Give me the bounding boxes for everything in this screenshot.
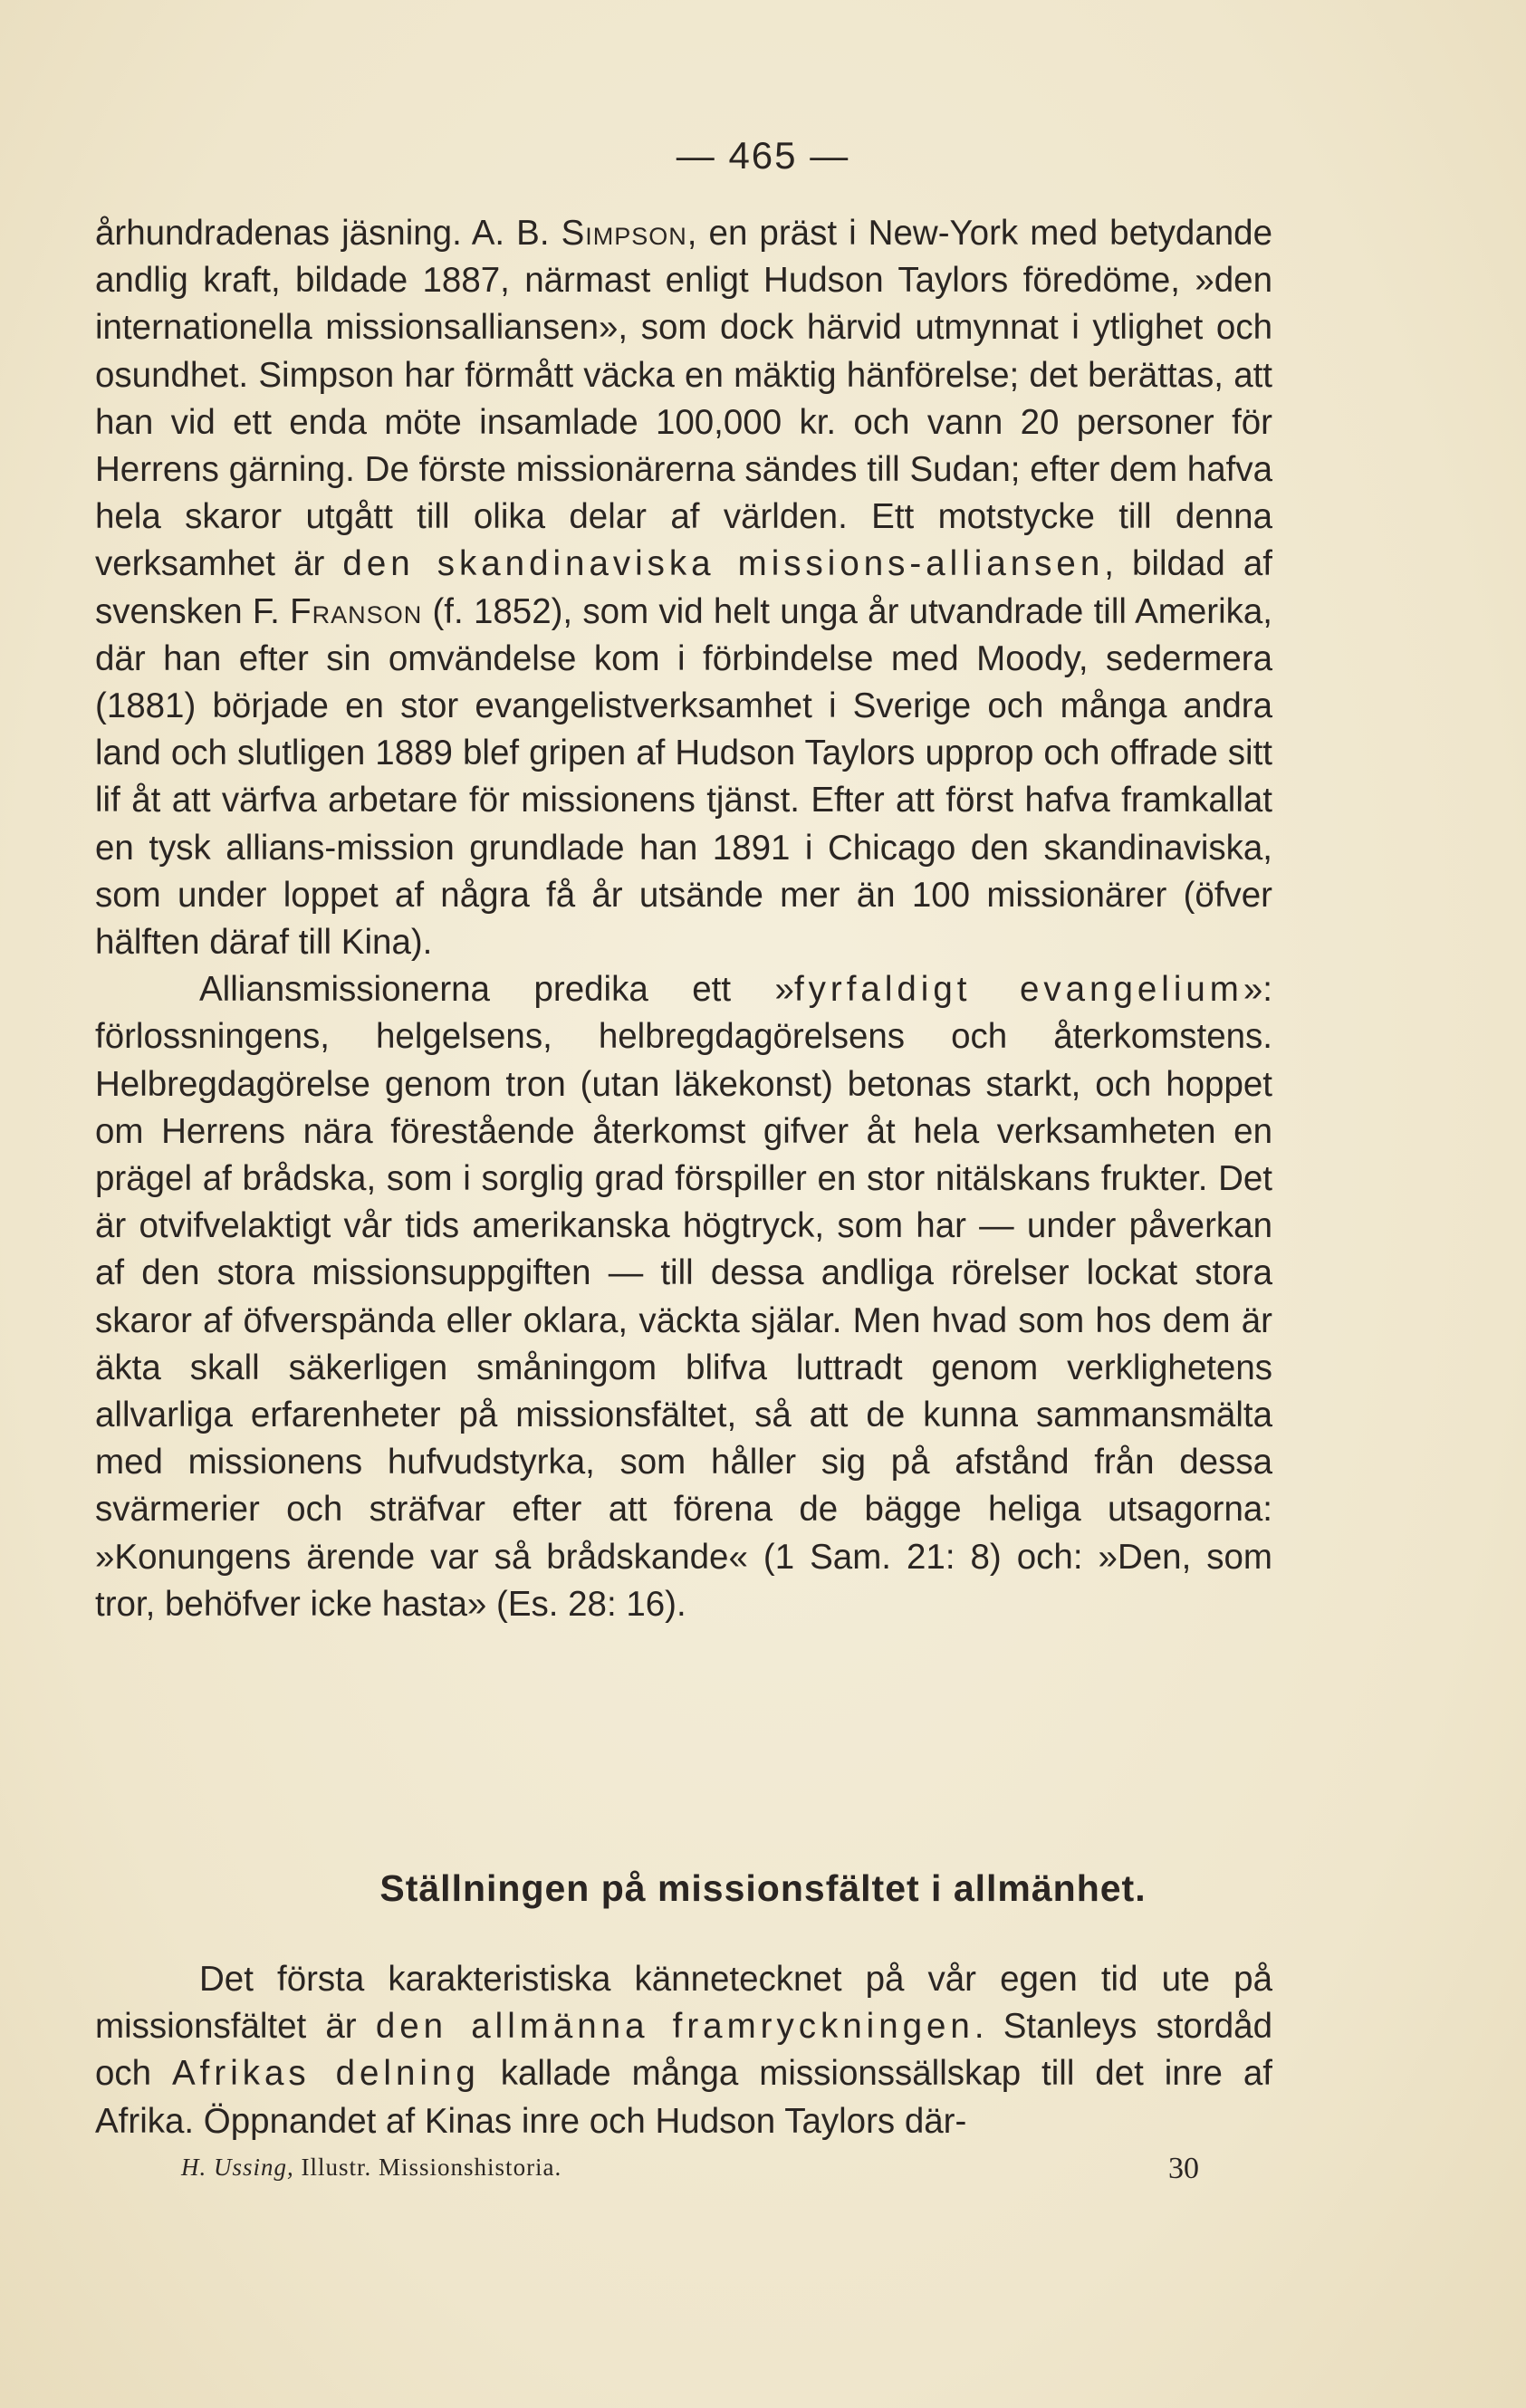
text-run: , en präst i New-York med betydande andlig kraft, bildade 1887, närmast enligt Hudson Taylors föredöme, »den internationella missionsalliansen», som dock härvid utmynnat i ytlighet och osundhet. Simpson har förmått väcka en mäktig hänförelse; det berättas, att han vid ett enda möte insamlade 100,000 kr. och vann 20 personer för Herrens gärning. De förste missionärerna sändes till Sudan; efter dem hafva hela skaror utgått till olika delar af världen. Ett motstycke till denna verksamhet är bbox=[95, 214, 1272, 584]
person-name-franson: Franson bbox=[290, 591, 423, 631]
text-run: Det första karakteristiska kännetecknet på vår egen tid ute på missionsfältet är bbox=[95, 1960, 1272, 2047]
emphasized-term: Afrikas delning bbox=[172, 2054, 480, 2094]
text-run: »: förlossningens, helgelsens, helbregdagörelsens och återkomstens. Helbregdagörelse genom tron (utan läkekonst) betonas starkt, och hoppet om Herrens nära förestående återkomst gifver åt hela verksamheten en prägel af brådska, som i sorglig grad förspiller en stor nitälskans frukter. Det är otvifvelaktigt vår tids amerikanska högtryck, som har — under påverkan af den stora missionsuppgiften — till dessa andliga rörelser lockat stora skaror af öfverspända eller oklara, väckta själar. Men hvad som hos dem är äkta skall säkerligen småningom blifva luttradt genom verklighetens allvarliga erfarenheter på missionsfältet, så att de kunna sammansmälta med missionens hufvudstyrka, som håller sig på afstånd från dessa svärmerier och sträfvar efter att förena de bägge heliga utsagorna: »Konungens ärende var så brådskande« (1 Sam. 21: 8) och: »Den, som tror, behöfver icke hasta» (Es. 28: 16). bbox=[95, 970, 1272, 1624]
section-body-alliance-missions bbox=[95, 210, 1272, 1628]
emphasized-term: den allmänna framryckningen bbox=[375, 2007, 974, 2047]
person-name-simpson: Simpson bbox=[561, 214, 687, 253]
text-run: Alliansmissionerna predika ett » bbox=[199, 970, 794, 1010]
section-heading: Ställningen på missionsfältet i allmänhet. bbox=[379, 1867, 1147, 1909]
paragraph-fourfold-gospel bbox=[95, 966, 1272, 1628]
paragraph-general-advance bbox=[95, 1956, 1272, 2145]
page-number: — 465 — bbox=[676, 134, 850, 177]
emphasized-term: den skandinaviska missions-alliansen bbox=[342, 544, 1105, 584]
text-run: kallade många missionssällskap till det inre af Afrika. Öppnandet af Kinas inre och Hudson Taylors där- bbox=[95, 2054, 1272, 2141]
footer-author: H. Ussing, bbox=[181, 2154, 294, 2181]
signature-mark: 30 bbox=[1168, 2152, 1199, 2185]
text-run: århundradenas jäsning. A. B. bbox=[95, 214, 561, 253]
emphasized-term: fyrfaldigt evangelium bbox=[793, 970, 1243, 1010]
text-run: (f. 1852), som vid helt unga år utvandrade till Amerika, där han efter sin omvändelse kom i förbindelse med Moody, sedermera (1881) började en stor evangelistverksamhet i Sverige och många andra land och slutligen 1889 blef gripen af Hudson Taylors upprop och offrade sitt lif åt att värfva arbetare för missionens tjänst. Efter att först hafva framkallat en tysk allians-mission grundlade han 1891 i Chicago den skandinaviska, som under loppet af några få år utsände mer än 100 missionärer (öfver hälften däraf till Kina). bbox=[95, 591, 1272, 963]
text-run: , bildad af svensken F. bbox=[95, 544, 1272, 631]
footer-book-title bbox=[181, 2154, 1195, 2182]
section-body-mission-field bbox=[95, 1956, 1272, 2145]
paragraph-simpson-franson bbox=[95, 210, 1272, 966]
footer-title: Illustr. Missionshistoria. bbox=[293, 2154, 562, 2181]
text-run: . Stanleys stordåd och bbox=[95, 2007, 1272, 2094]
